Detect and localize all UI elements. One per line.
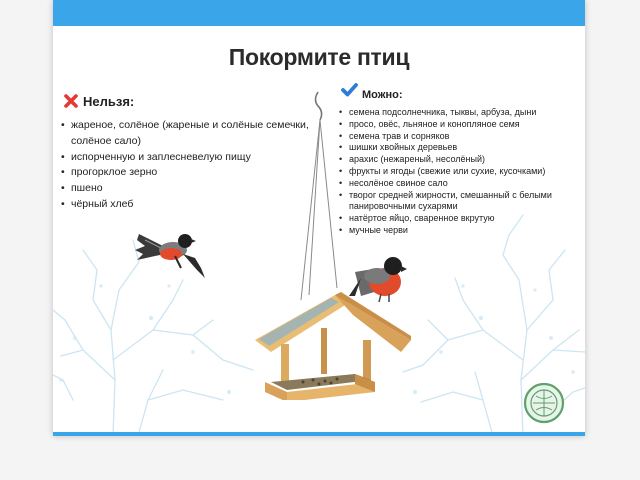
- forbidden-item: • прогорклое зерно: [61, 165, 311, 181]
- forbidden-item: • чёрный хлеб: [61, 197, 311, 213]
- cross-icon: [63, 93, 79, 109]
- flying-bullfinch-icon: [135, 224, 213, 282]
- allowed-item: • фрукты и ягоды (свежие или сухие, кусочками): [339, 166, 579, 178]
- forbidden-item: • жареное, солёное (жареные и солёные семечки, солёное сало): [61, 118, 311, 150]
- allowed-item: • шишки хвойных деревьев: [339, 142, 579, 154]
- allowed-item: • творог средней жирности, смешанный с белыми панировочными сухарями: [339, 190, 579, 214]
- forbidden-item: • испорченную и заплесневелую пищу: [61, 150, 311, 166]
- allowed-item: • арахис (нежареный, несолёный): [339, 154, 579, 166]
- forbidden-header: Нельзя:: [83, 94, 135, 109]
- bird-feeder-illustration: [243, 90, 413, 400]
- forbidden-item: • пшено: [61, 181, 311, 197]
- globe-logo-icon: [523, 382, 565, 424]
- allowed-item: • мучные черви: [339, 225, 579, 237]
- slide-title: Покормите птиц: [228, 44, 410, 70]
- allowed-header: Можно:: [362, 89, 403, 101]
- allowed-item: • просо, овёс, льняное и конопляное семя: [339, 119, 579, 131]
- slide: [53, 0, 585, 436]
- allowed-item: • семена трав и сорняков: [339, 131, 579, 143]
- allowed-item: • семена подсолнечника, тыквы, арбуза, дыни: [339, 107, 579, 119]
- allowed-item: • несолёное свиное сало: [339, 178, 579, 190]
- bottom-accent-bar: [53, 432, 585, 436]
- allowed-item: • натёртое яйцо, сваренное вкрутую: [339, 213, 579, 225]
